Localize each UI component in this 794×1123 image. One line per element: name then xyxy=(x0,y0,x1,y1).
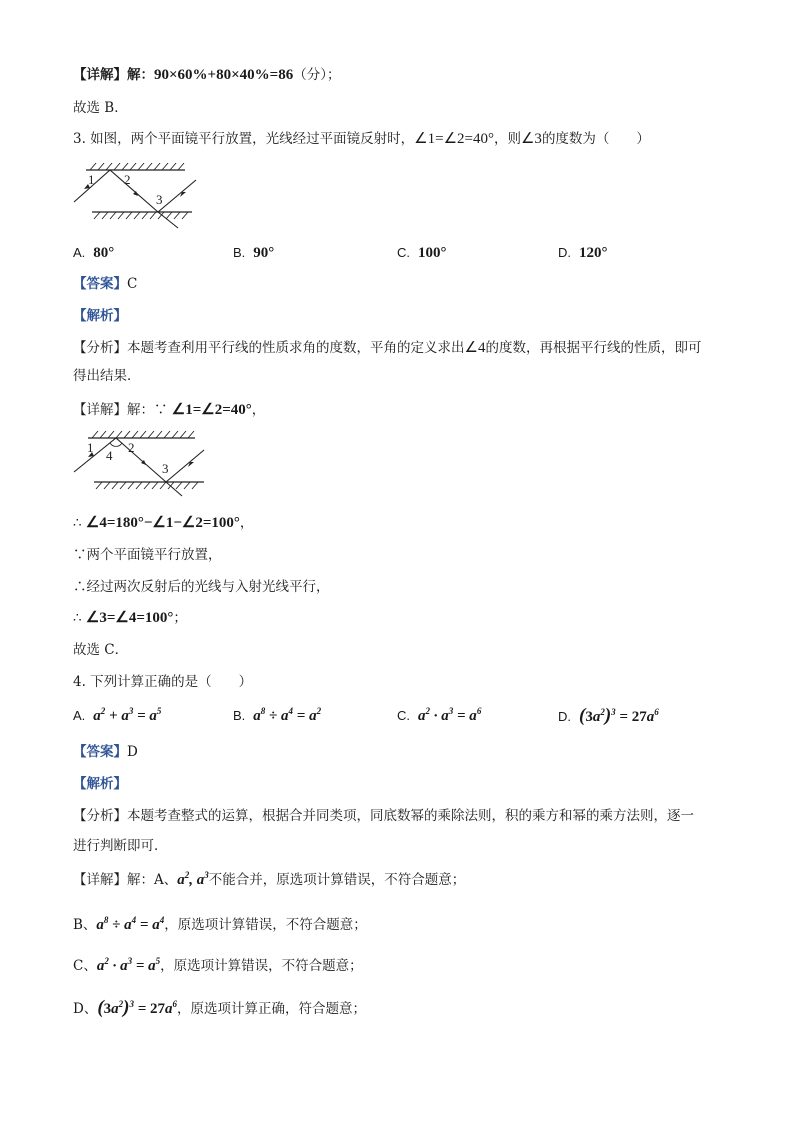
detail-d-q4: D、$(3a^2)^3 = 27a^6$，原选项计算正确，符合题意； xyxy=(73,997,367,1018)
answer-q3: 【答案】C xyxy=(73,276,138,292)
angle-label-1: 1 xyxy=(87,440,94,455)
angle-label-2: 2 xyxy=(128,440,135,455)
detail-line-q2: 【详解】解：90×60%+80×40%=86（分）； xyxy=(73,67,341,83)
step-1-q3: ∴ ∠4=180°−∠1−∠2=100°， xyxy=(73,515,254,531)
fenxi-q3-cont: 得出结果． xyxy=(73,368,141,384)
fenxi-q3: 【分析】本题考查利用平行线的性质求角的度数，平角的定义求出∠4的度数，再根据平行线的性质，即可 xyxy=(73,340,702,356)
detail-a-q4: 【详解】解：A、$a^2$, $a^3$不能合并，原选项计算错误，不符合题意； xyxy=(73,870,466,888)
fenxi-q4: 【分析】本题考查整式的运算，根据合并同类项，同底数幂的乘除法则，积的乘方和幂的乘方法则，逐一 xyxy=(73,808,694,824)
fenxi-q4-cont: 进行判断即可． xyxy=(73,838,168,854)
option-c: C. $a^2 \cdot a^3 = a^6$ xyxy=(397,706,482,724)
angle-label-3: 3 xyxy=(156,192,163,207)
option-c: C. 100° xyxy=(397,245,447,261)
option-d: D. $(3a^2)^3 = 27a^6$ xyxy=(558,705,659,726)
angle-label-1: 1 xyxy=(88,172,95,187)
step-3-q3: ∴经过两次反射后的光线与入射光线平行， xyxy=(73,579,330,595)
detail-c-q4: C、$a^2 \cdot a^3 = a^5$，原选项计算错误，不符合题意； xyxy=(73,956,363,974)
option-b: B. 90° xyxy=(233,245,275,261)
analysis-tag-q4: 【解析】 xyxy=(73,776,127,792)
detail-b-q4: B、$a^8 \div a^4 = a^4$，原选项计算错误，不符合题意； xyxy=(73,915,367,933)
detail-q3: 【详解】解：∵ ∠1=∠2=40°， xyxy=(73,402,266,418)
option-d: D. 120° xyxy=(558,245,608,261)
angle-label-4: 4 xyxy=(106,448,113,463)
step-4-q3: ∴ ∠3=∠4=100°； xyxy=(73,610,187,626)
choice-line-q2: 故选 B． xyxy=(73,100,128,116)
question-3-stem: 3. 如图，两个平面镜平行放置，光线经过平面镜反射时，∠1=∠2=40°，则∠3的度数为（ ） xyxy=(73,131,650,147)
mirror-figure-solution xyxy=(70,430,220,500)
answer-q4: 【答案】D xyxy=(73,744,138,760)
mirror-figure-question xyxy=(70,160,210,230)
analysis-tag-q3: 【解析】 xyxy=(73,308,127,324)
angle-label-2: 2 xyxy=(124,172,131,187)
option-a: A. $a^2 + a^3 = a^5$ xyxy=(73,706,162,724)
angle-label-3: 3 xyxy=(162,461,169,476)
option-a: A. 80° xyxy=(73,245,115,261)
step-2-q3: ∵两个平面镜平行放置， xyxy=(73,547,222,563)
option-b: B. $a^8 \div a^4 = a^2$ xyxy=(233,706,322,724)
choice-line-q3: 故选 C． xyxy=(73,642,129,658)
question-4-stem: 4. 下列计算正确的是（ ） xyxy=(73,674,253,690)
